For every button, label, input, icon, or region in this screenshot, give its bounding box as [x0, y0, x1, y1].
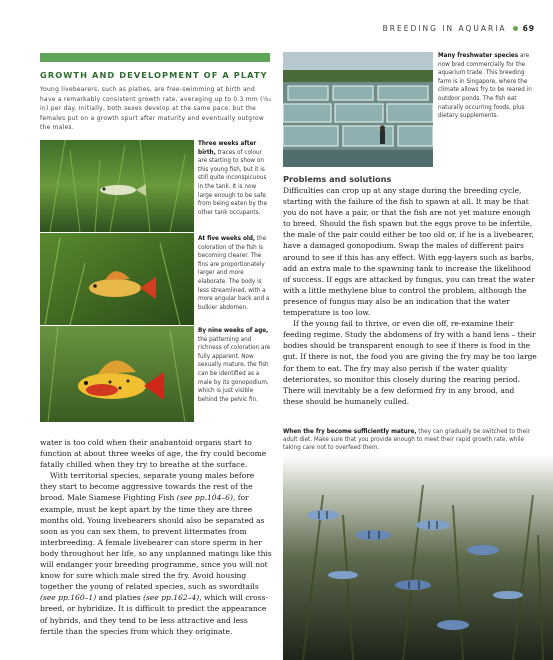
section-title: BREEDING IN AQUARIA [382, 24, 507, 33]
paragraph: If the young fail to thrive, or even die off, re-examine their feeding regime. Study the abdomens of fry with a hand lens – their bodies should be transparent enough to see if there is food in the gut. If there is not, the food you are giving the fry may be too large for them to eat. The fry may also perish if the water quality deteriorates, so monitor this closely during the rearing period. There will inevitably be a few deformed fry in any brood, and these should be humanely culled. [283, 319, 537, 406]
paragraph: water is too cold when their anabantoid organs start to function at about three weeks of age, the fry could become fatally chilled when they try to breathe at the surface. [40, 438, 267, 470]
caption-text: traces of colour are starting to show on this young fish, but it is still quite inconspicuous in the tank. It is now large enough to be safe from being eaten by the other tank occupants. [198, 149, 267, 216]
text-run: and platies [96, 593, 144, 603]
cross-reference: (see pp.104–6) [176, 493, 233, 503]
caption-five-weeks [198, 235, 272, 312]
feature-intro: Young livebearers, such as platies, are free-swimming at birth and have a remarkably consistent growth rate, averaging up to 0.3 mm (⅛₀ in) per day. Initially, both sexes develop at the same pace, but the females put on a growth spurt after maturity and eventually outgrow the males. [40, 87, 272, 132]
caption-text: the coloration of the fish is becoming clearer. The fins are proportionately larger and more elaborate. The body is less streamlined, with a more angular back and a bulkier abdomen. [198, 236, 270, 311]
feature-title: GROWTH AND DEVELOPMENT OF A PLATY [40, 70, 268, 80]
caption-lead: Three weeks after birth, [198, 141, 257, 156]
photo-fish-shoal [283, 455, 553, 660]
page-number: 69 [522, 24, 535, 33]
caption-lead: At five weeks old, [198, 236, 256, 242]
caption-lead: Many freshwater species [438, 53, 519, 59]
text-run: , which will cross-breed, or hybridize. It is difficult to predict the appearance of hybrids, and they tend to be less attractive and less fertile than the species from which they originate. [40, 593, 268, 636]
caption-three-weeks [198, 140, 272, 217]
photo-breeding-farm [283, 52, 433, 167]
caption-lead: When the fry become sufficiently mature, [283, 429, 417, 435]
text-run: With territorial species, separate young males before they start to become aggressive towards the rest of the brood. Male Siamese Fighting Fish [40, 471, 255, 503]
body-text-left [40, 437, 272, 637]
caption-fry-mature [283, 428, 537, 452]
section-subheading: Problems and solutions [283, 174, 392, 184]
feature-green-rule [40, 53, 270, 62]
paragraph: Difficulties can crop up at any stage during the breeding cycle, starting with the failure of the fish to spawn at all. It may be that you do not have a pair, or that the fish are not yet mature enough to breed. Should the fish spawn but the eggs prove to be infertile, the male of the pair could either be too old or, if he is a livebearer, have a damaged gonopodium. Swap the males of different pairs around to see if this has any effect. With egg-layers such as barbs, add an extra male to the spawning tank to increase the likelihood of success. If eggs are attacked by fungus, you can treat the water with a little methylene blue to control the problem, although the presence of fungus may also be an indication that the water temperature is too low. [283, 186, 535, 318]
caption-nine-weeks [198, 327, 272, 404]
caption-breeding-farm [438, 52, 538, 121]
caption-text: are now bred commercially for the aquarium trade. This breeding farm is in Singapore, where the climate allows fry to be reared in outdoor ponds. The fish eat naturally occurring foods, plus dietary supplements. [438, 53, 532, 120]
paragraph [40, 470, 272, 636]
photo-platy-five-weeks [40, 233, 194, 325]
caption-text: they can gradually be switched to their adult diet. Make sure that you provide enough to meet their rapid growth rate, while taking care not to overfeed them. [283, 429, 531, 451]
cross-reference: (see pp.160–1) [40, 593, 97, 603]
caption-lead: By nine weeks of age, [198, 328, 269, 334]
text-run: , for example, must be kept apart by the time they are three months old. Young livebearers should also be separated as soon as you can sex them, to prevent littermates from interbreeding. A female livebearer can store sperm in her body throughout her life, so any unplanned matings like this will endanger your breeding programme, since you will not know for sure which male sired the fry. Avoid housing together the young of related species, such as swordtails [40, 493, 272, 592]
running-head [383, 24, 535, 33]
body-text-right [283, 185, 537, 407]
caption-text: the patterning and richness of coloration are fully apparent. Now sexually mature, the fish can be identified as a male by its gonopodium, which is just visible behind the pelvic fin. [198, 336, 271, 403]
bullet-dot-icon [513, 26, 518, 31]
photo-platy-three-weeks [40, 140, 194, 232]
cross-reference: (see pp.162–4) [143, 593, 200, 603]
photo-platy-nine-weeks [40, 326, 194, 422]
